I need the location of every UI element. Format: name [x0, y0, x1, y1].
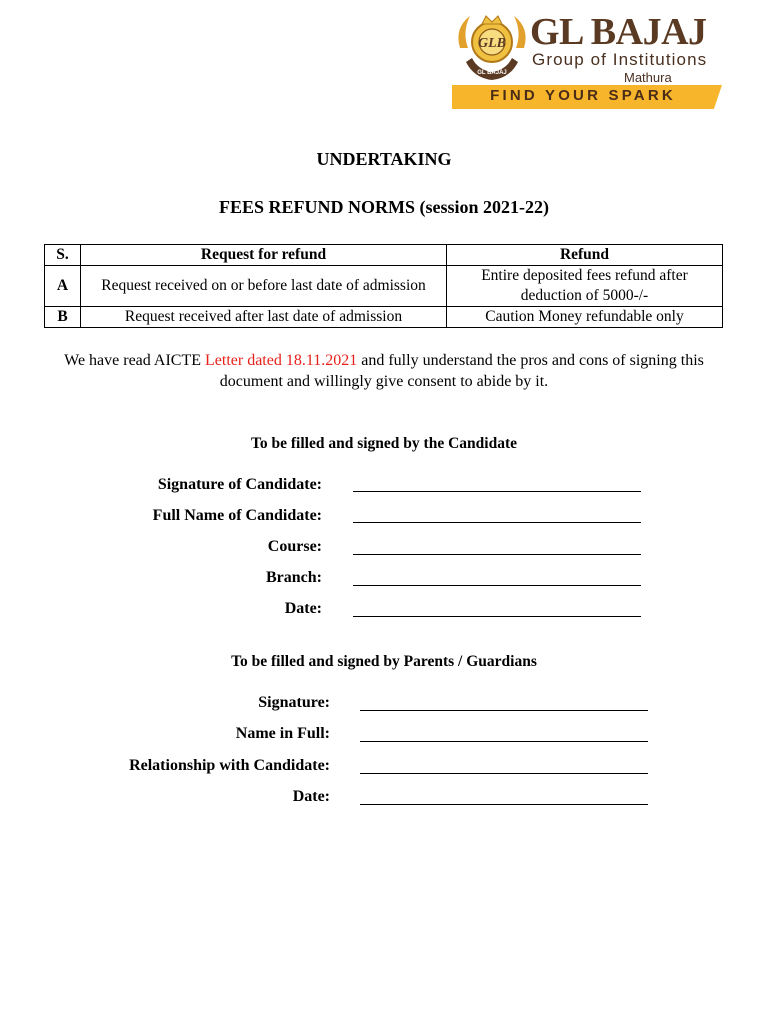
seal-emblem-icon — [452, 8, 532, 88]
candidate-branch-line[interactable] — [353, 585, 641, 586]
seal-label: GL BAJAJ — [477, 70, 507, 76]
consent-text-end: and fully understand the pros and cons of signing this document and willingly give consent to abide by it. — [219, 352, 704, 390]
aicte-letter-reference: Letter dated 18.11.2021 — [205, 352, 358, 369]
parent-date-row — [0, 788, 330, 810]
table-row — [45, 266, 723, 307]
col-header-request: Request for refund — [81, 245, 447, 266]
consent-text-start: We have read AICTE — [64, 352, 205, 369]
field-label: Course: — [267, 538, 322, 555]
candidate-signature-line[interactable] — [353, 491, 641, 492]
candidate-name-line[interactable] — [353, 522, 641, 523]
field-label: Branch: — [266, 569, 322, 586]
row-request: Request received on or before last date of admission — [81, 266, 447, 307]
candidate-date-row — [0, 600, 322, 622]
svg-text:GLB: GLB — [478, 36, 506, 51]
page-title: UNDERTAKING — [316, 149, 452, 169]
candidate-course-line[interactable] — [353, 554, 641, 555]
row-request: Request received after last date of admission — [81, 307, 447, 328]
institution-logo — [452, 8, 728, 112]
page-subtitle: FEES REFUND NORMS (session 2021-22) — [218, 197, 549, 217]
row-serial: A — [45, 266, 81, 307]
candidate-branch-row — [0, 569, 322, 591]
parent-date-line[interactable] — [360, 804, 648, 805]
field-label: Date: — [284, 600, 322, 617]
candidate-name-row — [0, 507, 322, 529]
candidate-course-row — [0, 538, 322, 560]
field-label: Full Name of Candidate: — [152, 507, 322, 524]
field-label: Name in Full: — [235, 725, 330, 742]
parents-section-heading: To be filled and signed by Parents / Guardians — [231, 653, 537, 670]
field-label: Signature: — [258, 694, 330, 711]
candidate-date-line[interactable] — [353, 616, 641, 617]
row-refund: Entire deposited fees refund after deduction of 5000-/- — [447, 266, 723, 307]
logo-tagline: FIND YOUR SPARK — [490, 87, 676, 104]
parent-signature-row — [0, 694, 330, 716]
col-header-serial: S. — [45, 245, 81, 266]
table-header-row — [45, 245, 723, 266]
field-label: Relationship with Candidate: — [129, 757, 330, 774]
parent-name-row — [0, 725, 330, 747]
row-serial: B — [45, 307, 81, 328]
refund-norms-table — [44, 244, 723, 328]
field-label: Signature of Candidate: — [157, 476, 322, 493]
consent-paragraph — [40, 350, 728, 392]
field-label: Date: — [292, 788, 330, 805]
logo-name: GL BAJAJ — [530, 11, 707, 53]
parent-relationship-row — [0, 757, 330, 779]
col-header-refund: Refund — [447, 245, 723, 266]
logo-city: Mathura — [624, 70, 672, 85]
table-row — [45, 307, 723, 328]
parent-signature-line[interactable] — [360, 710, 648, 711]
parent-name-line[interactable] — [360, 741, 648, 742]
candidate-section-heading: To be filled and signed by the Candidate — [250, 435, 517, 452]
logo-group: Group of Institutions — [532, 50, 708, 69]
row-refund: Caution Money refundable only — [447, 307, 723, 328]
parent-relationship-line[interactable] — [360, 773, 648, 774]
candidate-signature-row — [0, 476, 322, 498]
